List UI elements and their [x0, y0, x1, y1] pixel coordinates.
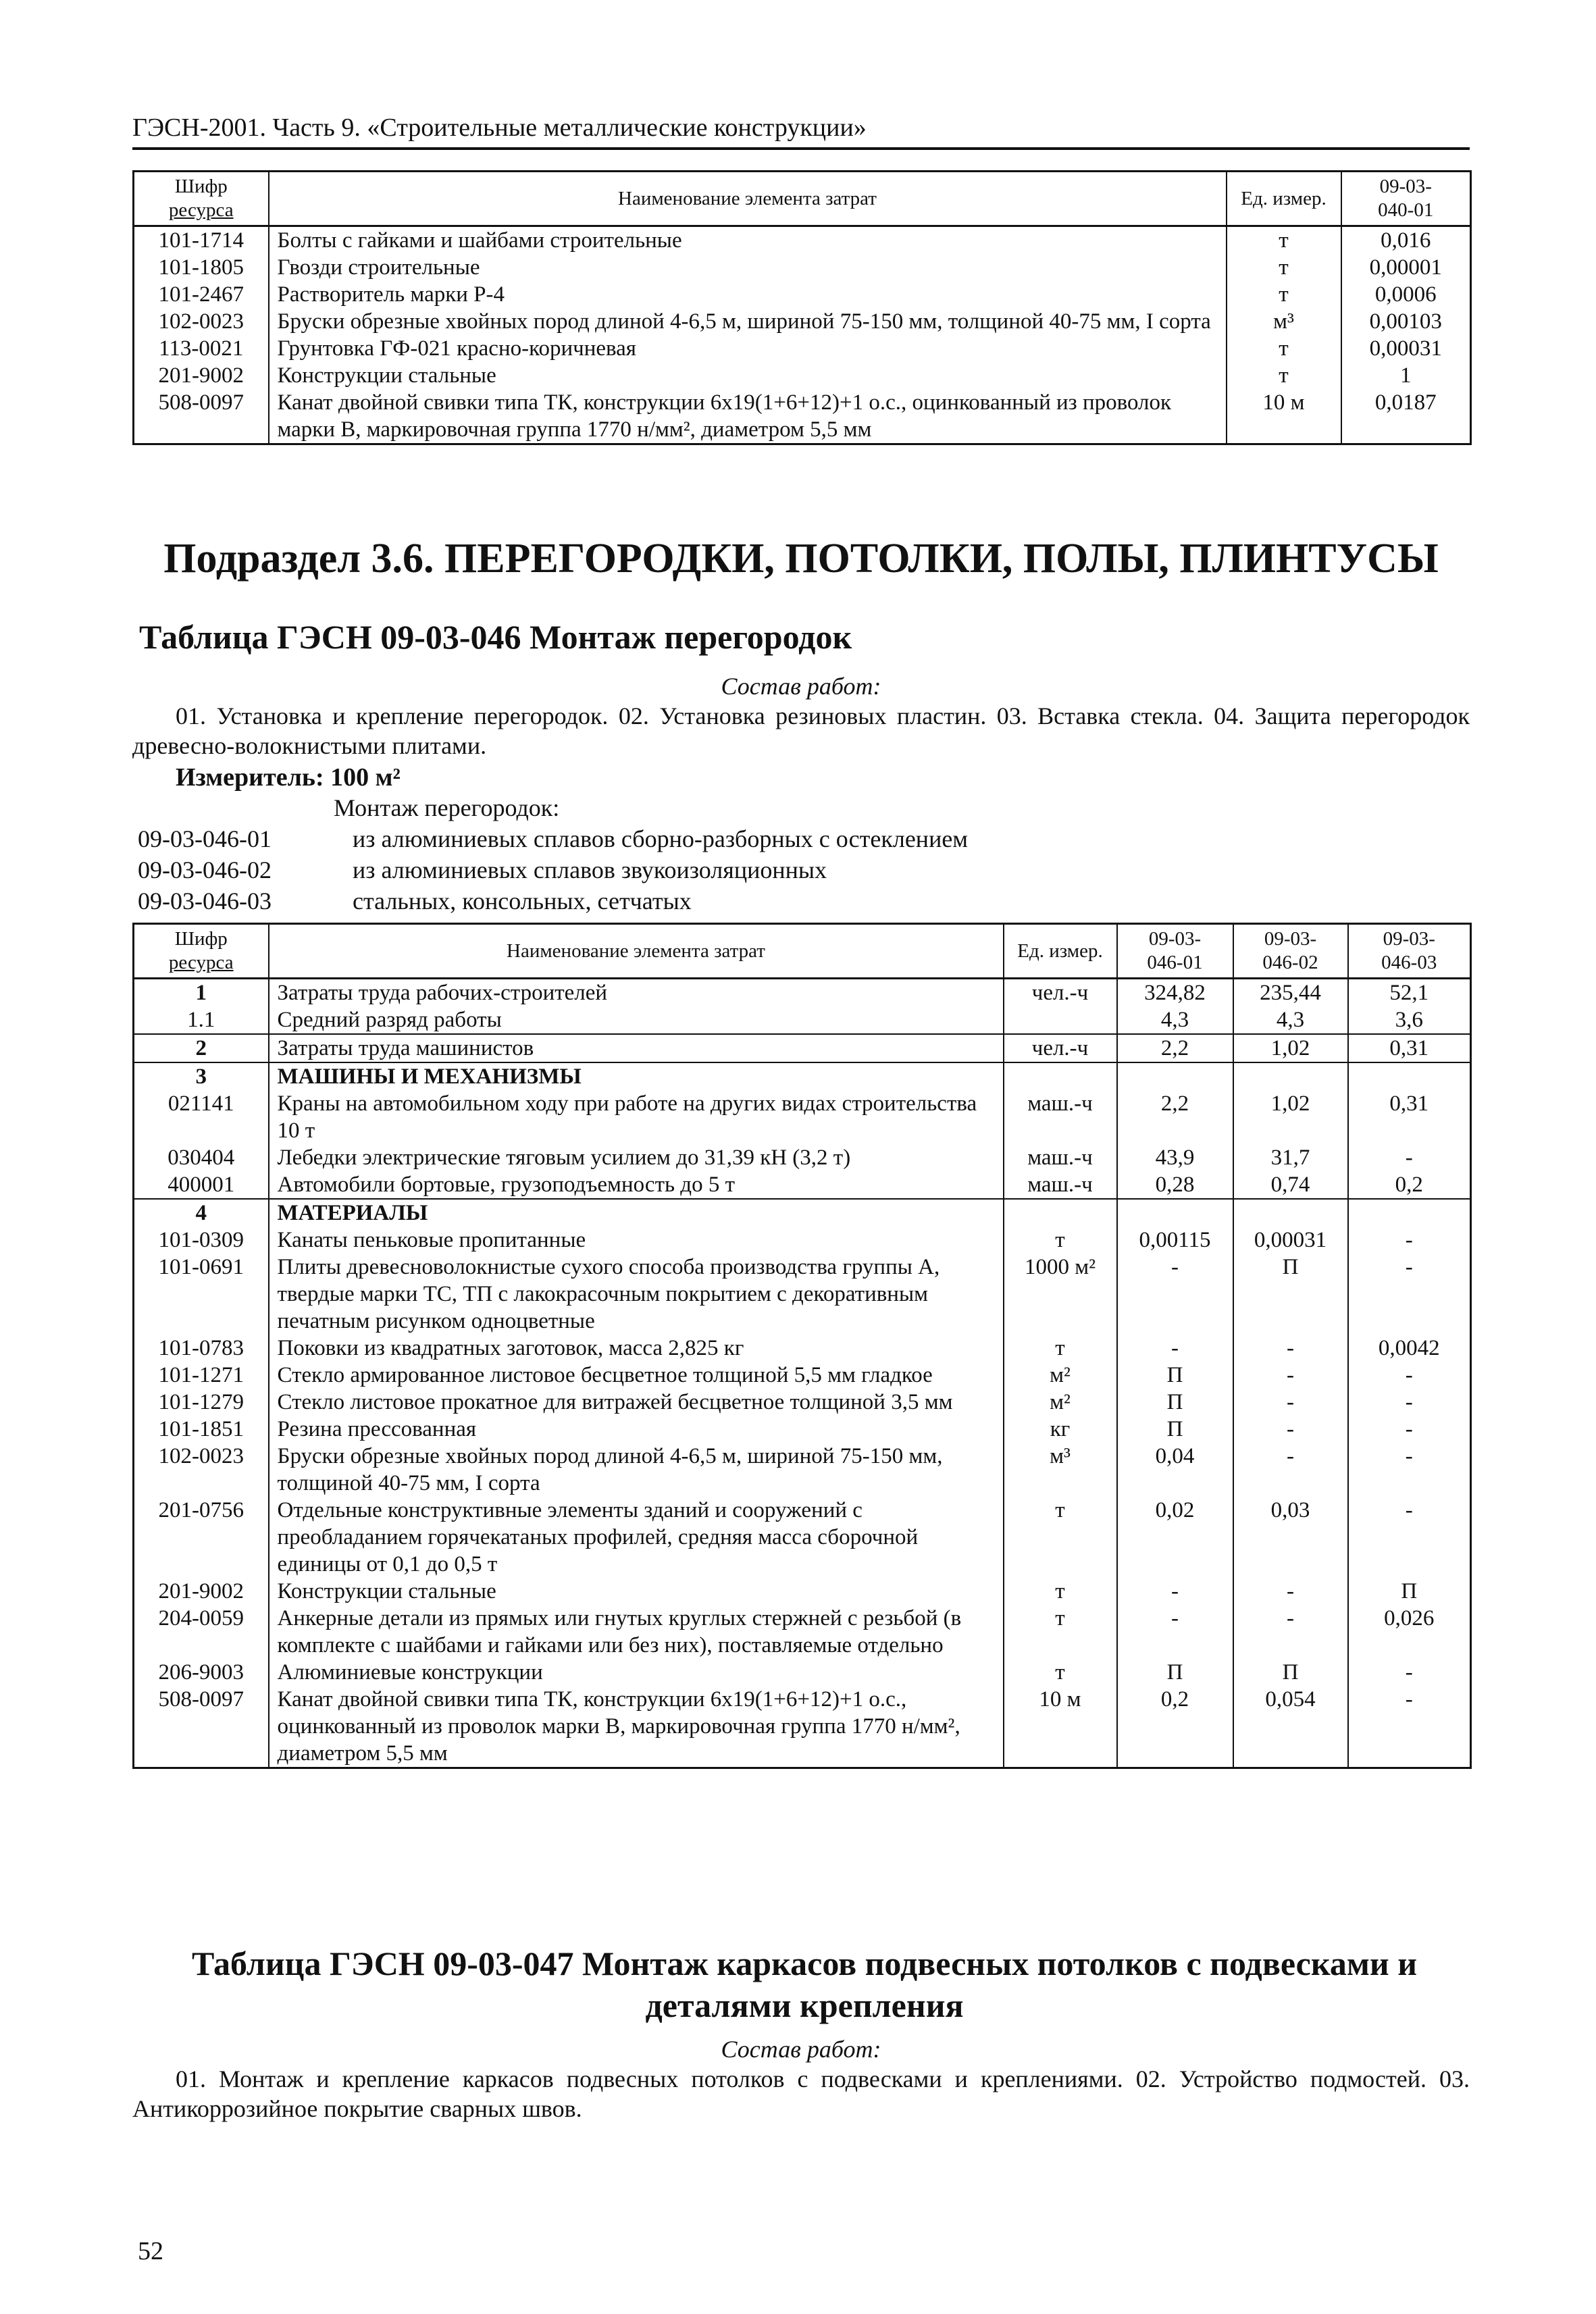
- table-row: 508-0097 Канат двойной свивки типа ТК, конструкции 6х19(1+6+12)+1 о.с., оцинкованный из проволок марки В, маркировочная группа 1770 н/мм², диаметром 5,5 мм 10 м 0,2 0,054 -: [134, 1686, 1471, 1768]
- table-047-sostav-text: 01. Монтаж и крепление каркасов подвесных потолков с подвесками и креплениями. 02. Устройство подмостей. 03. Антикоррозийное покрытие сварных швов.: [132, 2065, 1470, 2122]
- header-col-046-02: 09-03- 046-02: [1233, 924, 1348, 979]
- table-row: 102-0023 Бруски обрезные хвойных пород длиной 4-6,5 м, шириной 75-150 мм, толщиной 40-75 мм, I сорта м³ 0,00103: [134, 308, 1471, 335]
- table-row: 101-1279 Стекло листовое прокатное для витражей бесцветное толщиной 3,5 мм м² П - -: [134, 1389, 1471, 1416]
- table-047-sostav-label: Состав работ:: [721, 2036, 881, 2063]
- table-row: 1.1 Средний разряд работы 4,3 4,3 3,6: [134, 1006, 1471, 1034]
- variant-row: 09-03-046-03 стальных, консольных, сетчатых: [138, 888, 692, 915]
- header-unit: Ед. измер.: [1227, 172, 1341, 226]
- page-header: ГЭСН-2001. Часть 9. «Строительные металлические конструкции»: [132, 112, 1470, 150]
- table-row: 102-0023 Бруски обрезные хвойных пород длиной 4-6,5 м, шириной 75-150 мм, толщиной 40-75 мм, I сорта м³ 0,04 - -: [134, 1443, 1471, 1497]
- header-col-046-01: 09-03- 046-01: [1117, 924, 1233, 979]
- table-046-heading: Таблица ГЭСН 09-03-046 Монтаж перегородок: [139, 618, 852, 656]
- header-col-046-03: 09-03- 046-03: [1348, 924, 1471, 979]
- table-row: 101-1805 Гвозди строительные т 0,00001: [134, 254, 1471, 281]
- table-046-sostav-label: Состав работ:: [721, 673, 881, 700]
- table-row: 204-0059 Анкерные детали из прямых или гнутых круглых стержней с резьбой (в комплекте с шайбами и гайками или без них), поставляемые отдельно т - - 0,026: [134, 1605, 1471, 1659]
- table-row: 101-2467 Растворитель марки Р-4 т 0,0006: [134, 281, 1471, 308]
- table-row: 030404 Лебедки электрические тяговым усилием до 31,39 кН (3,2 т) маш.-ч 43,9 31,7 -: [134, 1144, 1471, 1171]
- header-name: Наименование элемента затрат: [269, 924, 1004, 979]
- page-number: 52: [138, 2237, 163, 2265]
- table-row: 101-0691 Плиты древесноволокнистые сухого способа производства группы А, твердые марки ТС, ТП с лакокрасочным покрытием с декоративным печатным рисунком одноцветные 1000 м² - П -: [134, 1254, 1471, 1335]
- table-row: 400001 Автомобили бортовые, грузоподъемность до 5 т маш.-ч 0,28 0,74 0,2: [134, 1171, 1471, 1199]
- table-row: 201-9002 Конструкции стальные т - - П: [134, 1578, 1471, 1605]
- table-row: 021141 Краны на автомобильном ходу при работе на других видах строительства 10 т маш.-ч 2,2 1,02 0,31: [134, 1090, 1471, 1144]
- variant-row: 09-03-046-01 из алюминиевых сплавов сборно-разборных с остеклением: [138, 825, 969, 852]
- table-047-heading: Таблица ГЭСН 09-03-047 Монтаж каркасов подвесных потолков с подвесками и деталями крепления: [191, 1945, 1418, 2024]
- variant-row: 09-03-046-02 из алюминиевых сплавов звукоизоляционных: [138, 856, 827, 883]
- resource-table-040: [132, 170, 1472, 445]
- table-row: 206-9003 Алюминиевые конструкции т П П -: [134, 1659, 1471, 1686]
- table-row: 2 Затраты труда машинистов чел.-ч 2,2 1,02 0,31: [134, 1034, 1471, 1062]
- table-row: 4 МАТЕРИАЛЫ: [134, 1199, 1471, 1227]
- table-row: 3 МАШИНЫ И МЕХАНИЗМЫ: [134, 1062, 1471, 1090]
- resource-table-046: [132, 923, 1472, 1769]
- section-title: Подраздел 3.6. ПЕРЕГОРОДКИ, ПОТОЛКИ, ПОЛЫ, ПЛИНТУСЫ: [163, 536, 1439, 582]
- header-unit: Ед. измер.: [1004, 924, 1117, 979]
- header-code: Шифр ресурса: [134, 924, 269, 979]
- table-046-meter: Измеритель: 100 м²: [176, 763, 401, 792]
- header-code: Шифр ресурса: [134, 172, 269, 226]
- table-row: 101-1851 Резина прессованная кг П - -: [134, 1416, 1471, 1443]
- table-row: 201-9002 Конструкции стальные т 1: [134, 362, 1471, 389]
- table-row: 508-0097 Канат двойной свивки типа ТК, конструкции 6х19(1+6+12)+1 о.с., оцинкованный из проволок марки В, маркировочная группа 1770 н/мм², диаметром 5,5 мм 10 м 0,0187: [134, 389, 1471, 444]
- table-row: 1 Затраты труда рабочих-строителей чел.-ч 324,82 235,44 52,1: [134, 979, 1471, 1007]
- table-row: 101-1271 Стекло армированное листовое бесцветное толщиной 5,5 мм гладкое м² П - -: [134, 1362, 1471, 1389]
- header-col-040-01: 09-03- 040-01: [1341, 172, 1471, 226]
- table-row: 101-0783 Поковки из квадратных заготовок, масса 2,825 кг т - - 0,0042: [134, 1335, 1471, 1362]
- table-row: 201-0756 Отдельные конструктивные элементы зданий и сооружений с преобладанием горячекатаных профилей, средняя масса сборочной единицы от 0,1 до 0,5 т т 0,02 0,03 -: [134, 1497, 1471, 1578]
- table-046-montazh: Монтаж перегородок:: [334, 794, 560, 821]
- table-row: 113-0021 Грунтовка ГФ-021 красно-коричневая т 0,00031: [134, 335, 1471, 362]
- header-name: Наименование элемента затрат: [269, 172, 1227, 226]
- table-row: 101-0309 Канаты пеньковые пропитанные т 0,00115 0,00031 -: [134, 1227, 1471, 1254]
- table-046-sostav-text: 01. Установка и крепление перегородок. 02. Установка резиновых пластин. 03. Вставка стекла. 04. Защита перегородок древесно-волокнистыми плитами.: [132, 702, 1470, 759]
- table-row: 101-1714 Болты с гайками и шайбами строительные т 0,016: [134, 226, 1471, 255]
